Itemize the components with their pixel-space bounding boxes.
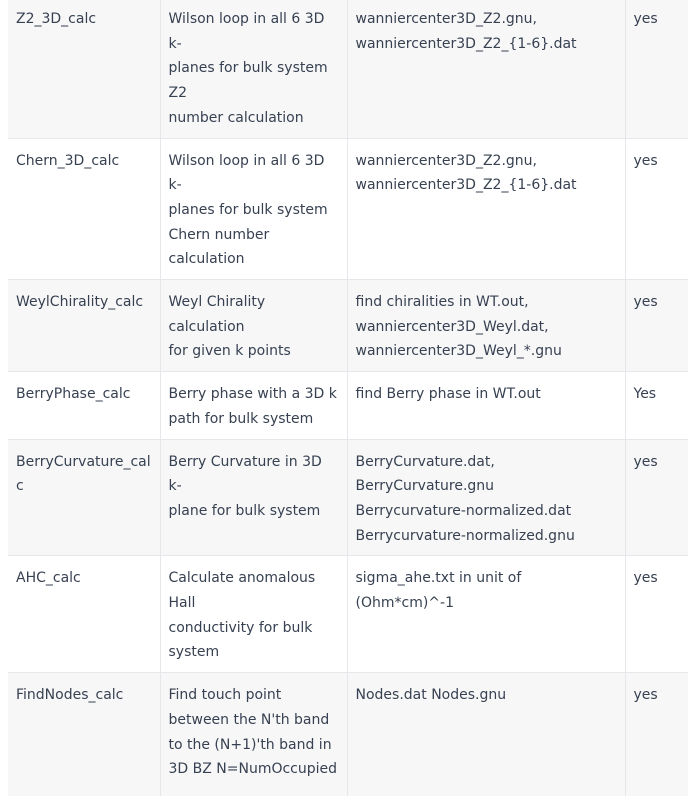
row-flag-cell xyxy=(625,372,688,439)
row-description-cell xyxy=(160,556,347,673)
row-output-cell xyxy=(347,556,625,673)
table-row xyxy=(8,280,688,372)
row-name-cell xyxy=(8,0,160,138)
row-flag-cell xyxy=(625,673,688,796)
row-flag: yes xyxy=(633,152,658,169)
row-flag: yes xyxy=(633,687,658,704)
row-output: BerryCurvature.dat, BerryCurvature.gnu Berrycurvature-normalized.dat Berrycurvature-normalized.gnu xyxy=(355,453,575,544)
row-description-cell xyxy=(160,0,347,138)
calc-options-table xyxy=(8,0,688,796)
row-name: BerryPhase_calc xyxy=(16,386,131,403)
table-row xyxy=(8,556,688,673)
row-description: Wilson loop in all 6 3D k- planes for bulk system Chern number calculation xyxy=(168,152,328,268)
row-flag-cell xyxy=(625,138,688,280)
row-flag: yes xyxy=(633,570,658,587)
row-flag: Yes xyxy=(633,386,657,403)
row-output-cell xyxy=(347,673,625,796)
row-output-cell xyxy=(347,138,625,280)
row-name: Z2_3D_calc xyxy=(16,11,97,27)
row-name-cell xyxy=(8,372,160,439)
row-output-cell xyxy=(347,280,625,372)
row-description: Calculate anomalous Hall conductivity for bulk system xyxy=(168,570,316,661)
row-flag: yes xyxy=(633,453,658,470)
row-output: find chiralities in WT.out, wanniercenter3D_Weyl.dat, wanniercenter3D_Weyl_*.gnu xyxy=(355,294,562,360)
row-name-cell xyxy=(8,138,160,280)
table-row xyxy=(8,0,688,138)
row-name-cell xyxy=(8,280,160,372)
row-description: Wilson loop in all 6 3D k- planes for bulk system Z2 number calculation xyxy=(168,11,328,126)
row-flag-cell xyxy=(625,439,688,556)
row-flag: yes xyxy=(633,294,658,311)
row-name-cell xyxy=(8,439,160,556)
row-output-cell xyxy=(347,439,625,556)
row-description-cell xyxy=(160,439,347,556)
row-output-cell xyxy=(347,372,625,439)
row-name-cell xyxy=(8,673,160,796)
row-description-cell xyxy=(160,372,347,439)
table-row xyxy=(8,372,688,439)
row-description: Berry phase with a 3D k path for bulk system xyxy=(168,386,337,427)
table-row xyxy=(8,138,688,280)
table-row xyxy=(8,439,688,556)
row-flag-cell xyxy=(625,556,688,673)
row-name: WeylChirality_calc xyxy=(16,294,144,311)
row-name: AHC_calc xyxy=(16,570,81,587)
row-output-cell xyxy=(347,0,625,138)
row-name: BerryCurvature_calc xyxy=(16,453,151,495)
row-description-cell xyxy=(160,280,347,372)
row-description: Berry Curvature in 3D k- plane for bulk system xyxy=(168,453,322,519)
row-output: find Berry phase in WT.out xyxy=(355,386,541,403)
row-name: Chern_3D_calc xyxy=(16,152,120,169)
row-output: Nodes.dat Nodes.gnu xyxy=(355,687,507,704)
row-flag-cell xyxy=(625,0,688,138)
row-name: FindNodes_calc xyxy=(16,687,124,704)
row-output: wanniercenter3D_Z2.gnu, wanniercenter3D_Z2_{1-6}.dat xyxy=(355,11,577,52)
table-row xyxy=(8,673,688,796)
row-description: Weyl Chirality calculation for given k points xyxy=(168,294,291,360)
row-output: sigma_ahe.txt in unit of (Ohm*cm)^-1 xyxy=(355,570,526,612)
row-flag: yes xyxy=(633,11,658,27)
row-name-cell xyxy=(8,556,160,673)
row-description-cell xyxy=(160,673,347,796)
row-output: wanniercenter3D_Z2.gnu, wanniercenter3D_Z2_{1-6}.dat xyxy=(355,152,577,194)
row-description-cell xyxy=(160,138,347,280)
row-description: Find touch point between the N'th band to the (N+1)'th band in 3D BZ N=NumOccupied xyxy=(168,687,338,778)
row-flag-cell xyxy=(625,280,688,372)
